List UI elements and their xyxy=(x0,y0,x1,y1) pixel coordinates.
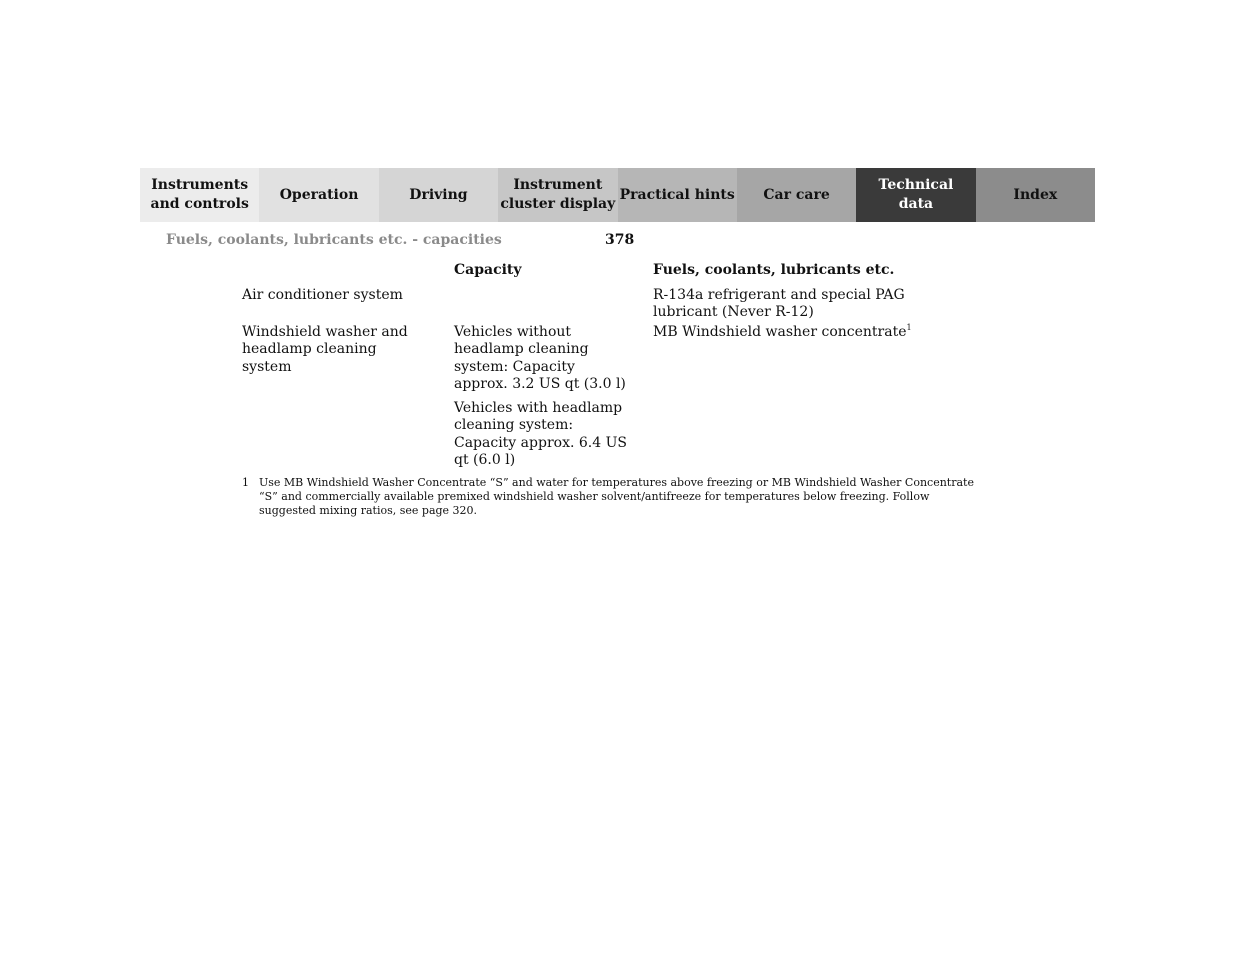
row-item-air-conditioner: Air conditioner system xyxy=(242,287,403,303)
column-header-capacity: Capacity xyxy=(454,262,522,278)
row-capacity-with-headlamp: Vehicles with headlamp cleaning system: Capacity approx. 6.4 US qt (6.0 l) xyxy=(454,400,627,468)
footnote-reference: 1 xyxy=(906,323,912,332)
tab-instrument-cluster-display[interactable]: Instrument cluster display xyxy=(498,168,617,222)
column-header-fuels: Fuels, coolants, lubricants etc. xyxy=(653,262,895,278)
tab-driving[interactable]: Driving xyxy=(379,168,498,222)
row-item-windshield-washer: Windshield washer and headlamp cleaning system xyxy=(242,324,408,375)
row-capacity-without-headlamp: Vehicles without headlamp cleaning system: Capacity approx. 3.2 US qt (3.0 l) xyxy=(454,324,626,392)
fuel-text: MB Windshield washer concentrate xyxy=(653,324,907,340)
tab-technical-data[interactable]: Technical data xyxy=(856,168,975,222)
row-fuel-air-conditioner: R-134a refrigerant and special PAG lubricant (Never R-12) xyxy=(653,287,905,321)
section-title: Fuels, coolants, lubricants etc. - capacities xyxy=(166,232,502,248)
row-fuel-windshield-washer xyxy=(653,324,983,341)
page-number: 378 xyxy=(605,232,635,248)
footnote-mark: 1 xyxy=(242,476,249,489)
tab-practical-hints[interactable]: Practical hints xyxy=(618,168,737,222)
tab-index[interactable]: Index xyxy=(976,168,1095,222)
tab-operation[interactable]: Operation xyxy=(259,168,378,222)
tab-instruments-and-controls[interactable]: Instruments and controls xyxy=(140,168,259,222)
tab-car-care[interactable]: Car care xyxy=(737,168,856,222)
footnote-text: Use MB Windshield Washer Concentrate “S” and water for temperatures above freezing or MB Windshield Washer Concentrate “S” and commercially available premixed windshield washer solvent/antifreeze for temperatures below freezing. Follow suggested mixing ratios, see page 320. xyxy=(259,476,974,517)
section-tabs xyxy=(140,168,1095,222)
